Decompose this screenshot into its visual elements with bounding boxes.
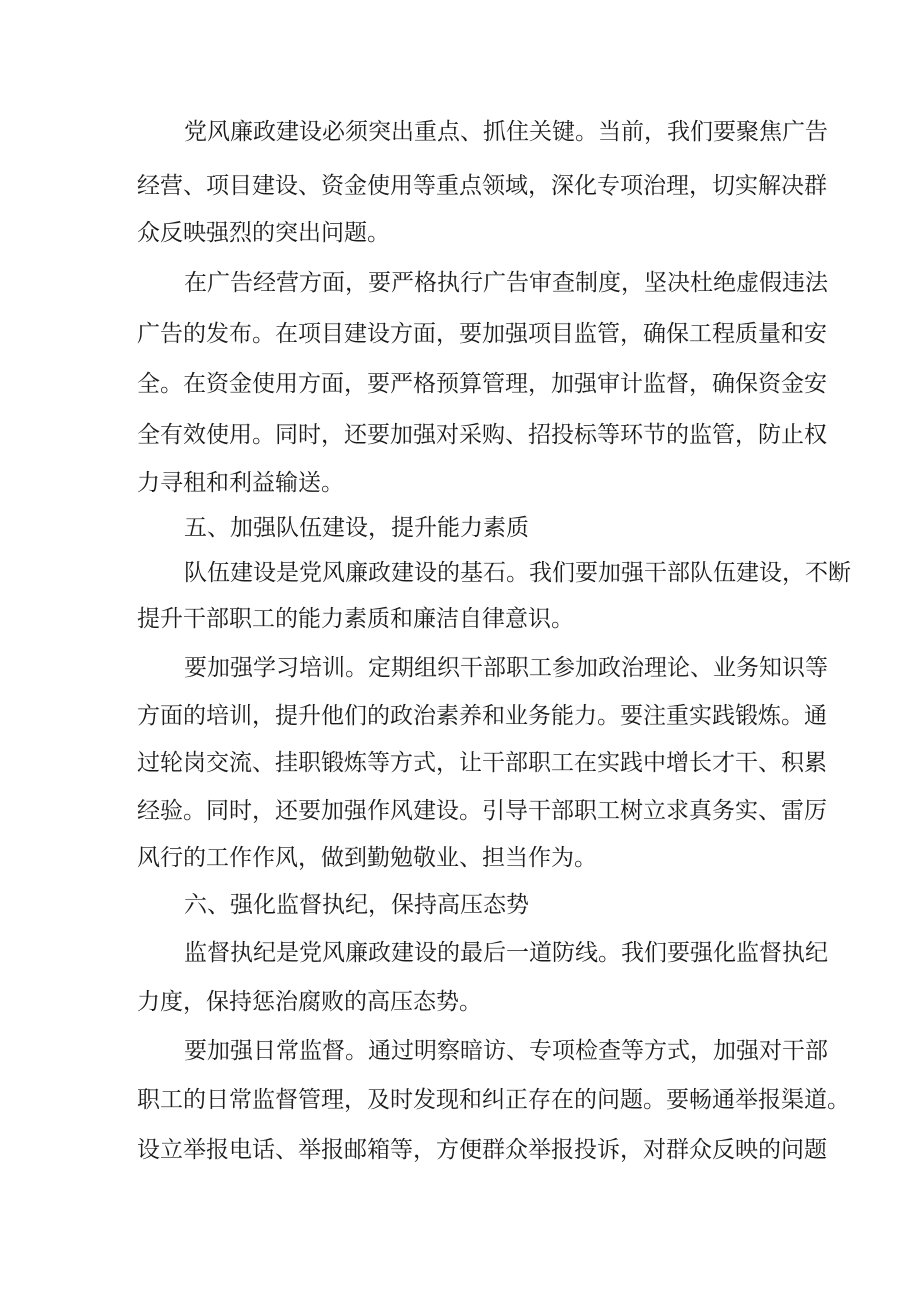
text-line: 提升干部职工的能力素质和廉洁自律意识。 (137, 606, 574, 632)
text-line: 过轮岗交流、挂职锻炼等方式，让干部职工在实践中增长才干、积累 (137, 750, 827, 776)
text-line: 要加强学习培训。定期组织干部职工参加政治理论、业务知识等 (184, 655, 828, 681)
text-line: 全有效使用。同时，还要加强对采购、招投标等环节的监管，防止权 (137, 422, 827, 448)
text-line: 党风廉政建设必须突出重点、抓住关键。当前，我们要聚焦广告 (184, 119, 828, 145)
text-line: 经验。同时，还要加强作风建设。引导干部职工树立求真务实、雷厉 (137, 798, 827, 824)
text-line: 职工的日常监督管理，及时发现和纠正存在的问题。要畅通举报渠道。 (137, 1087, 850, 1113)
text-line: 在广告经营方面，要严格执行广告审查制度，坚决杜绝虚假违法 (184, 270, 828, 296)
text-line: 风行的工作作风，做到勤勉敬业、担当作为。 (137, 845, 597, 871)
text-line: 经营、项目建设、资金使用等重点领域，深化专项治理，切实解决群 (137, 173, 827, 199)
text-line: 众反映强烈的突出问题。 (137, 220, 390, 246)
section-heading: 六、强化监督执纪，保持高压态势 (184, 892, 529, 918)
text-line: 要加强日常监督。通过明察暗访、专项检查等方式，加强对干部 (184, 1038, 828, 1064)
text-line: 力寻租和利益输送。 (137, 470, 344, 496)
text-line: 监督执纪是党风廉政建设的最后一道防线。我们要强化监督执纪 (184, 940, 828, 966)
text-line: 方面的培训，提升他们的政治素养和业务能力。要注重实践锻炼。通 (137, 703, 827, 729)
text-line: 力度，保持惩治腐败的高压态势。 (137, 989, 482, 1015)
section-heading: 五、加强队伍建设，提升能力素质 (184, 515, 529, 541)
text-line: 队伍建设是党风廉政建设的基石。我们要加强干部队伍建设，不断 (184, 560, 851, 586)
text-line: 广告的发布。在项目建设方面，要加强项目监管，确保工程质量和安 (137, 321, 827, 347)
text-line: 全。在资金使用方面，要严格预算管理，加强审计监督，确保资金安 (137, 371, 827, 397)
text-line: 设立举报电话、举报邮箱等，方便群众举报投诉，对群众反映的问题 (137, 1137, 827, 1163)
